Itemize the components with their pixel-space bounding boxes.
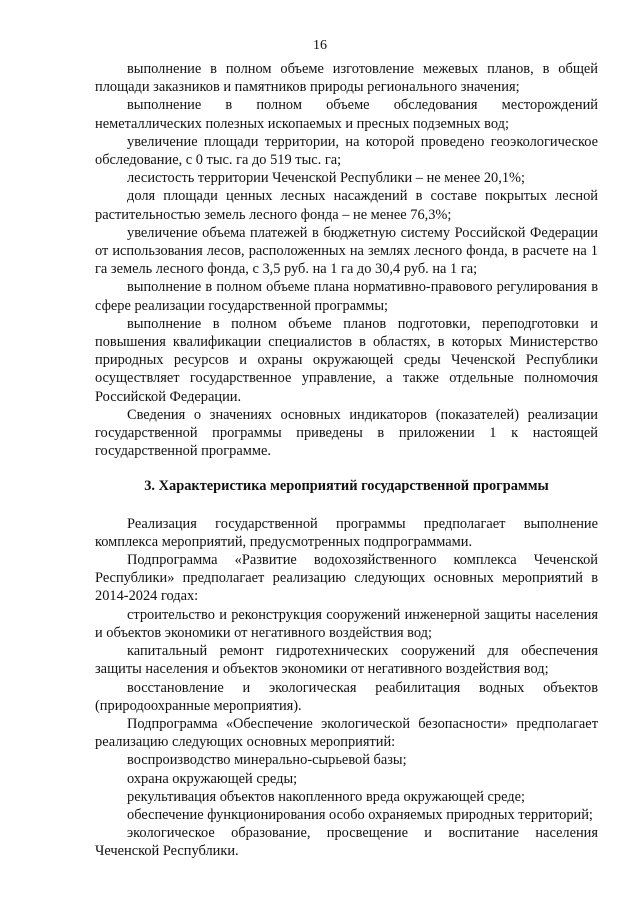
paragraph: Реализация государственной программы предполагает выполнение комплекса мероприятий, предусмотренных подпрограммами. — [95, 515, 598, 550]
paragraph: Подпрограмма «Обеспечение экологической безопасности» предполагает реализацию следующих основных мероприятий: — [95, 715, 598, 751]
page-number: 16 — [313, 38, 327, 53]
paragraph: восстановление и экологическая реабилитация водных объектов (природоохранные мероприятия). — [95, 679, 598, 714]
section-heading: 3. Характеристика мероприятий государственной программы — [144, 478, 549, 495]
paragraph: Подпрограмма «Развитие водохозяйственного комплекса Чеченской Республики» предполагает реализацию следующих основных мероприятий в 2014-2024 годах: — [95, 552, 598, 605]
paragraph: воспроизводство минерально-сырьевой базы; — [127, 752, 407, 769]
paragraph: лесистость территории Чеченской Республики – не менее 20,1%; — [127, 170, 526, 187]
paragraph: экологическое образование, просвещение и воспитание населения Чеченской Республики. — [95, 825, 598, 860]
paragraph: охрана окружающей среды; — [127, 770, 298, 787]
paragraph: строительство и реконструкция сооружений инженерной защиты населения и объектов экономики от негативного воздействия вод; — [95, 606, 598, 641]
paragraph: выполнение в полном объеме изготовление межевых планов, в общей площади заказников и памятников природы регионального значения; — [95, 61, 598, 96]
paragraph: рекультивация объектов накопленного вреда окружающей среде; — [127, 788, 525, 805]
paragraph: Сведения о значениях основных индикаторов (показателей) реализации государственной программы приведены в приложении 1 к настоящей государственной программе. — [95, 406, 598, 460]
paragraph: увеличение площади территории, на которой проведено геоэкологическое обследование, с 0 тыс. га до 519 тыс. га; — [95, 133, 598, 169]
document-body — [95, 60, 598, 861]
paragraph: увеличение объема платежей в бюджетную систему Российской Федерации от использования лесов, расположенных на землях лесного фонда, в расчете на 1 га земель лесного фонда, с 3,5 руб. на 1 га до 30,4 руб. на 1 га; — [95, 224, 598, 278]
paragraph: выполнение в полном объеме планов подготовки, переподготовки и повышения квалификации специалистов в областях, в которых Министерство природных ресурсов и охраны окружающей среды Чеченской Республики осуществляет государственное управление, а также отдельные полномочия Российской Федерации. — [95, 315, 598, 405]
paragraph: выполнение в полном объеме плана нормативно-правового регулирования в сфере реализации государственной программы; — [95, 279, 598, 314]
paragraph: обеспечение функционирования особо охраняемых природных территорий; — [127, 806, 593, 823]
paragraph: капитальный ремонт гидротехнических сооружений для обеспечения защиты населения и объектов экономики от негативного воздействия вод; — [95, 643, 598, 678]
paragraph: выполнение в полном объеме обследования месторождений неметаллических полезных ископаемых и пресных подземных вод; — [95, 97, 598, 132]
paragraph: доля площади ценных лесных насаждений в составе покрытых лесной растительностью земель лесного фонда – не менее 76,3%; — [95, 188, 598, 223]
